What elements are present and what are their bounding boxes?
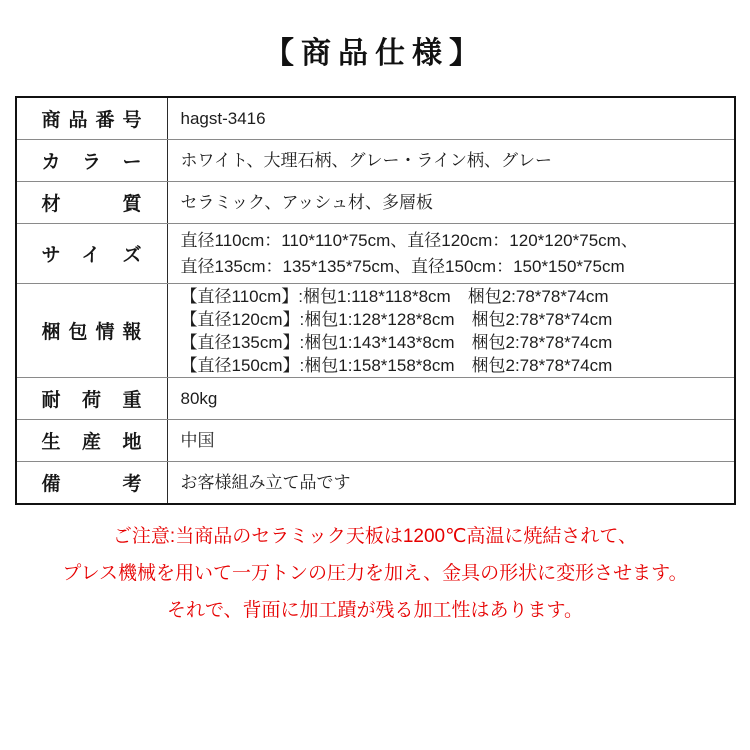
- row-label-cell: [17, 462, 168, 503]
- row-size: [17, 224, 734, 284]
- row-label-cell: [17, 182, 168, 223]
- row-value: ホワイト、大理石柄、グレー・ライン柄、グレー: [180, 150, 552, 170]
- row-value: セラミック、アッシュ材、多層板: [180, 192, 433, 212]
- row-value-cell: [168, 462, 734, 503]
- row-value: 中国: [180, 430, 215, 450]
- row-value-line: 直径110cm：110*110*75cm、直径120cm：120*120*75cm、: [180, 230, 638, 250]
- row-remarks: [17, 462, 734, 503]
- page-title: 【商品仕様】: [264, 37, 486, 70]
- row-label-cell: [17, 98, 168, 139]
- row-value-cell: [168, 378, 734, 419]
- row-label: 備考: [41, 474, 142, 495]
- row-color: [17, 140, 734, 182]
- row-label-cell: [17, 420, 168, 461]
- row-product-number: [17, 98, 734, 140]
- row-value-line: 【直径110cm】:梱包1:118*118*8cm 梱包2:78*78*74cm: [180, 286, 609, 306]
- row-value-line: 【直径150cm】:梱包1:158*158*8cm 梱包2:78*78*74cm: [180, 355, 613, 375]
- row-value-cell: [168, 98, 734, 139]
- row-label: 耐荷重: [41, 390, 142, 411]
- row-value-cell: [168, 224, 734, 283]
- caution-note-line: ご注意:当商品のセラミック天板は1200℃高温に焼結されて、: [112, 526, 638, 547]
- row-production-place: [17, 420, 734, 462]
- row-label: 生産地: [41, 432, 142, 453]
- row-label: 梱包情報: [41, 322, 142, 343]
- row-value-cell: [168, 140, 734, 181]
- caution-note-line: それで、背面に加工蹟が残る加工性はあります。: [166, 600, 584, 621]
- row-value-cell: [168, 182, 734, 223]
- row-value: お客様組み立て品です: [180, 472, 351, 492]
- row-load-capacity: [17, 378, 734, 420]
- row-value-cell: [168, 420, 734, 461]
- spec-table: [15, 96, 736, 505]
- row-material: [17, 182, 734, 224]
- caution-note-line: プレス機械を用いて一万トンの圧力を加え、金具の形状に変形させます。: [62, 563, 688, 584]
- row-label-cell: [17, 378, 168, 419]
- row-label-cell: [17, 140, 168, 181]
- row-value: hagst-3416: [180, 108, 266, 128]
- row-value-cell: [168, 284, 734, 377]
- row-value: 80kg: [180, 388, 218, 408]
- row-label: 材質: [41, 194, 142, 215]
- row-label: 商品番号: [41, 110, 142, 131]
- row-label: カラー: [41, 152, 142, 173]
- row-label: サイズ: [41, 245, 142, 266]
- row-value-line: 【直径135cm】:梱包1:143*143*8cm 梱包2:78*78*74cm: [180, 332, 613, 352]
- row-value-line: 【直径120cm】:梱包1:128*128*8cm 梱包2:78*78*74cm: [180, 309, 613, 329]
- row-value-line: 直径135cm：135*135*75cm、直径150cm：150*150*75cm: [180, 256, 625, 276]
- row-label-cell: [17, 224, 168, 283]
- row-label-cell: [17, 284, 168, 377]
- caution-note: [0, 518, 750, 629]
- row-packing-info: [17, 284, 734, 378]
